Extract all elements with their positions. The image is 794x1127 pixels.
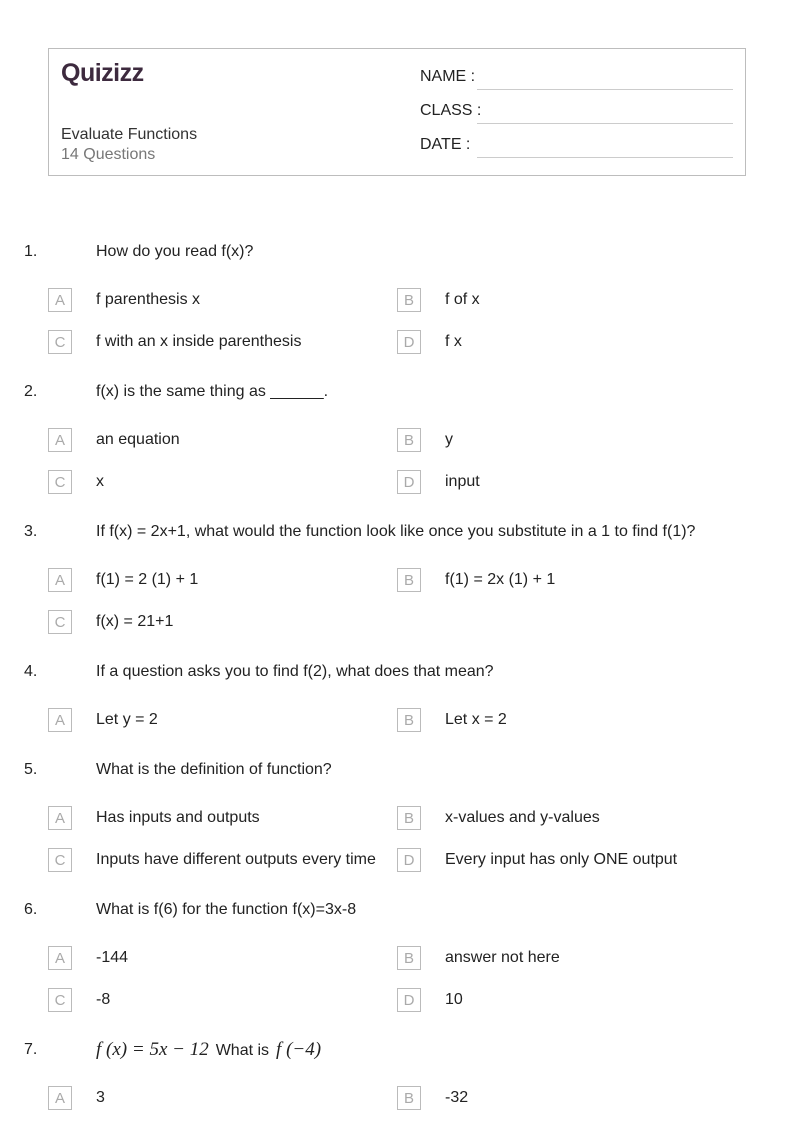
question-number-text: 4. — [24, 663, 38, 680]
answer-option[interactable] — [48, 601, 174, 643]
question-text: What is the definition of function? — [96, 761, 332, 778]
question — [0, 1029, 794, 1119]
question-number — [0, 383, 48, 401]
question-text: If f(x) = 2x+1, what would the function look like once you substitute in a 1 to find f(1)? — [96, 523, 696, 540]
option-text: Has inputs and outputs — [96, 809, 260, 826]
option-text: f(1) = 2x (1) + 1 — [445, 571, 556, 588]
option-letter-box: B — [397, 708, 421, 732]
option-text: x-values and y-values — [445, 809, 600, 826]
option-text: f x — [445, 333, 462, 350]
option-text: Let x = 2 — [445, 711, 507, 728]
question — [0, 511, 794, 643]
question — [0, 749, 794, 881]
question-number — [0, 663, 48, 681]
option-letter-box: A — [48, 428, 72, 452]
option-row — [0, 601, 794, 643]
worksheet-header — [48, 48, 746, 176]
option-letter-box: A — [48, 1086, 72, 1110]
option-row — [0, 559, 794, 601]
option-text: Let y = 2 — [96, 711, 158, 728]
question — [0, 371, 794, 503]
date-line — [477, 157, 733, 158]
date-label: DATE : — [420, 136, 471, 153]
worksheet-title: Evaluate Functions — [61, 126, 198, 143]
option-letter-box: D — [397, 330, 421, 354]
option-text: y — [445, 431, 453, 448]
option-letter-box: B — [397, 568, 421, 592]
answer-option[interactable] — [397, 321, 462, 363]
option-letter-box: D — [397, 988, 421, 1012]
answer-option[interactable] — [397, 937, 560, 979]
answer-option[interactable] — [397, 419, 453, 461]
option-row — [0, 937, 794, 979]
question-row — [0, 231, 794, 273]
answer-option[interactable] — [48, 937, 129, 979]
answer-option[interactable] — [48, 1077, 105, 1119]
name-label: NAME : — [420, 68, 476, 85]
question — [0, 889, 794, 1021]
name-line — [477, 89, 733, 90]
question-number-text: 3. — [24, 523, 38, 540]
option-text: -8 — [96, 991, 111, 1008]
question-number — [0, 523, 48, 541]
option-letter-box: A — [48, 806, 72, 830]
option-letter-box: B — [397, 806, 421, 830]
option-letter-box: C — [48, 848, 72, 872]
class-label: CLASS : — [420, 102, 482, 119]
answer-option[interactable] — [397, 461, 480, 503]
option-text: x — [96, 473, 104, 490]
question-number — [0, 1041, 48, 1059]
question-number-text: 1. — [24, 243, 38, 260]
option-letter-box: B — [397, 428, 421, 452]
option-letter-box: A — [48, 946, 72, 970]
answer-option[interactable] — [48, 279, 201, 321]
option-row — [0, 839, 794, 881]
option-text: 10 — [445, 991, 463, 1008]
answer-option[interactable] — [48, 559, 199, 601]
answer-option[interactable] — [48, 699, 158, 741]
option-text: Every input has only ONE output — [445, 851, 678, 868]
option-letter-box: C — [48, 470, 72, 494]
option-text: -144 — [96, 949, 129, 966]
answer-option[interactable] — [48, 461, 104, 503]
option-text: f parenthesis x — [96, 291, 201, 308]
option-letter-box: D — [397, 848, 421, 872]
answer-option[interactable] — [397, 979, 463, 1021]
option-text: f(1) = 2 (1) + 1 — [96, 571, 199, 588]
option-text: f(x) = 21+1 — [96, 613, 174, 630]
question-count: 14 Questions — [61, 146, 156, 163]
answer-option[interactable] — [397, 279, 480, 321]
option-letter-box: B — [397, 1086, 421, 1110]
question-text-part: What is — [215, 1042, 270, 1059]
option-text: 3 — [96, 1089, 105, 1106]
answer-option[interactable] — [48, 419, 180, 461]
question — [0, 651, 794, 741]
question-number-text: 6. — [24, 901, 38, 918]
option-row — [0, 419, 794, 461]
option-row — [0, 279, 794, 321]
question-row — [0, 1029, 794, 1071]
question-text: f(x) is the same thing as ______. — [96, 383, 329, 400]
option-text: an equation — [96, 431, 180, 448]
question-number — [0, 761, 48, 779]
option-row — [0, 797, 794, 839]
option-text: -32 — [445, 1089, 469, 1106]
answer-option[interactable] — [397, 839, 678, 881]
question-number-text: 2. — [24, 383, 38, 400]
option-letter-box: C — [48, 988, 72, 1012]
answer-option[interactable] — [397, 1077, 469, 1119]
option-text: f with an x inside parenthesis — [96, 333, 302, 350]
answer-option[interactable] — [397, 699, 507, 741]
question-row — [0, 889, 794, 931]
option-text: f of x — [445, 291, 480, 308]
answer-option[interactable] — [48, 797, 260, 839]
option-text: Inputs have different outputs every time — [96, 851, 376, 868]
answer-option[interactable] — [48, 321, 302, 363]
option-letter-box: C — [48, 330, 72, 354]
question-number-text: 7. — [24, 1041, 38, 1058]
question-row — [0, 511, 794, 553]
question-text: How do you read f(x)? — [96, 243, 254, 260]
question-number-text: 5. — [24, 761, 38, 778]
quizizz-logo: Quizizz — [61, 59, 144, 87]
option-row — [0, 699, 794, 741]
option-letter-box: A — [48, 568, 72, 592]
option-row — [0, 1077, 794, 1119]
question — [0, 231, 794, 363]
math-expression: f (−4) — [276, 1039, 322, 1060]
option-row — [0, 461, 794, 503]
answer-option[interactable] — [397, 797, 600, 839]
option-letter-box: B — [397, 946, 421, 970]
option-text: input — [445, 473, 480, 490]
option-row — [0, 321, 794, 363]
question-text — [96, 1039, 321, 1061]
option-letter-box: D — [397, 470, 421, 494]
option-text: answer not here — [445, 949, 560, 966]
question-list — [0, 231, 794, 1127]
question-row — [0, 371, 794, 413]
question-row — [0, 651, 794, 693]
class-line — [477, 123, 733, 124]
option-row — [0, 979, 794, 1021]
question-text: If a question asks you to find f(2), what does that mean? — [96, 663, 494, 680]
math-expression: f (x) = 5x − 12 — [96, 1039, 209, 1060]
option-letter-box: A — [48, 708, 72, 732]
answer-option[interactable] — [48, 979, 111, 1021]
question-row — [0, 749, 794, 791]
option-letter-box: A — [48, 288, 72, 312]
answer-option[interactable] — [48, 839, 376, 881]
option-letter-box: C — [48, 610, 72, 634]
question-number — [0, 901, 48, 919]
answer-option[interactable] — [397, 559, 556, 601]
question-number — [0, 243, 48, 261]
option-letter-box: B — [397, 288, 421, 312]
question-text: What is f(6) for the function f(x)=3x-8 — [96, 901, 357, 918]
